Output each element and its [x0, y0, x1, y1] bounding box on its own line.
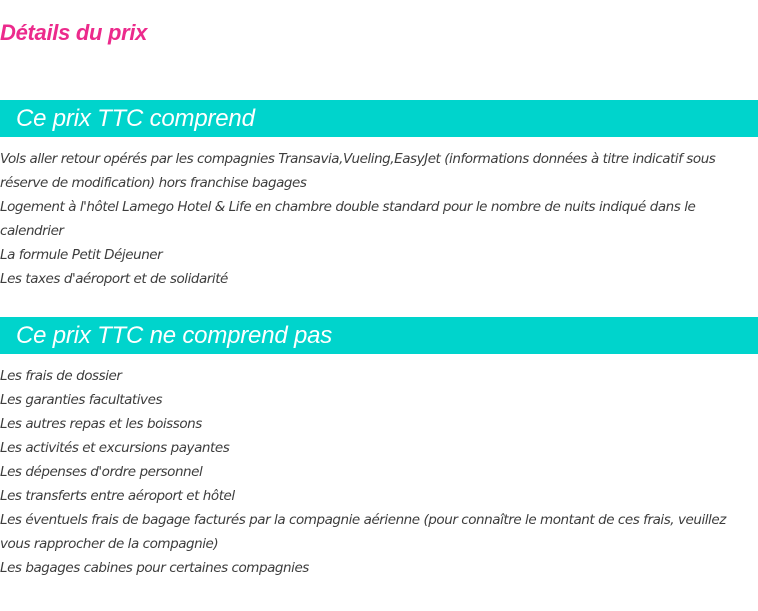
includes-list — [0, 147, 758, 291]
list-item: Les éventuels frais de bagage facturés par la compagnie aérienne (pour connaître le montant de ces frais, veuillez vous rapprocher de la compagnie) — [0, 512, 726, 552]
list-item: Les transferts entre aéroport et hôtel — [0, 488, 235, 504]
list-item: Logement à l'hôtel Lamego Hotel & Life en chambre double standard pour le nombre de nuits indiqué dans le calendrier — [0, 199, 696, 239]
list-item: Les bagages cabines pour certaines compagnies — [0, 560, 309, 576]
list-item: Les activités et excursions payantes — [0, 440, 230, 456]
list-item: Les taxes d'aéroport et de solidarité — [0, 271, 228, 287]
section-heading-includes: Ce prix TTC comprend — [16, 105, 255, 132]
excludes-list — [0, 364, 758, 580]
section-heading-excludes: Ce prix TTC ne comprend pas — [16, 322, 333, 349]
list-item: Les garanties facultatives — [0, 392, 163, 408]
list-item: Les dépenses d'ordre personnel — [0, 464, 203, 480]
list-item: La formule Petit Déjeuner — [0, 247, 163, 263]
page-title: Détails du prix — [0, 20, 148, 45]
list-item: Les frais de dossier — [0, 368, 122, 384]
section-header-excludes — [0, 317, 758, 354]
list-item: Les autres repas et les boissons — [0, 416, 202, 432]
section-header-includes — [0, 100, 758, 137]
list-item: Vols aller retour opérés par les compagnies Transavia,Vueling,EasyJet (informations données à titre indicatif sous réserve de modification) hors franchise bagages — [0, 151, 716, 191]
